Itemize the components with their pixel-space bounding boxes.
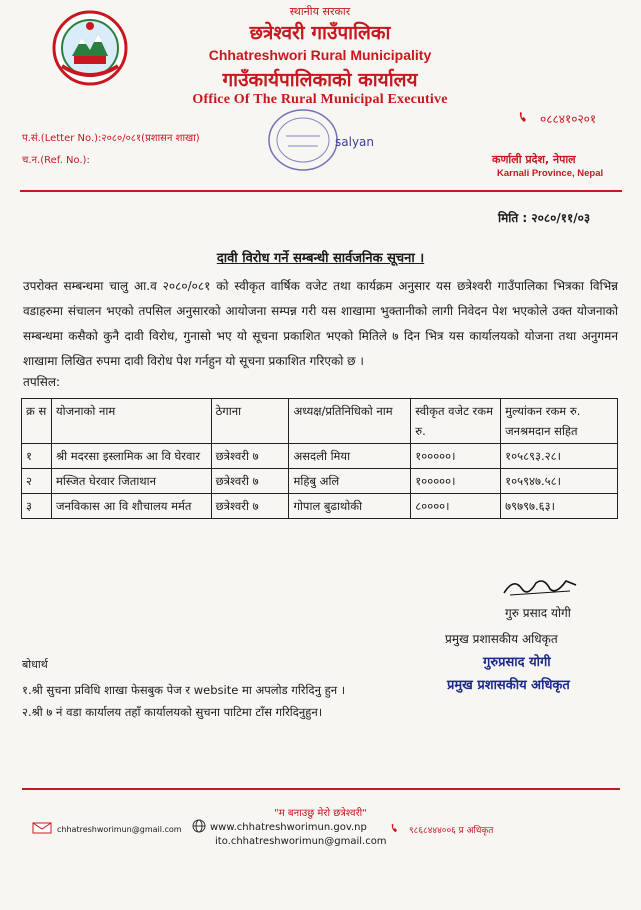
notice-date: मिति : २०८०/११/०३	[498, 211, 591, 225]
header-phone	[518, 110, 596, 127]
footer-website-text: www.chhatreshworimun.gov.np	[210, 822, 367, 833]
table-cell: ७९७९७.६३।	[501, 494, 618, 519]
municipality-name-nepali: छत्रेश्वरी गाउँपालिका	[249, 22, 391, 44]
table-row	[22, 494, 618, 519]
column-header: ठेगाना	[211, 399, 289, 444]
column-header: मुल्यांकन रकम रु. जनश्रमदान सहित	[501, 399, 618, 444]
table-cell: ३	[22, 494, 52, 519]
table-cell: छत्रेश्वरी ७	[211, 494, 289, 519]
footer-email-secondary: ito.chhatreshworimun@gmail.com	[215, 836, 387, 847]
table-cell: श्री मदरसा इस्लामिक आ वि घेरवार	[51, 444, 211, 469]
phone-icon	[390, 822, 404, 837]
signer-title: प्रमुख प्रशासकीय अधिकृत	[445, 632, 558, 646]
table-cell: छत्रेश्वरी ७	[211, 469, 289, 494]
office-name-english: Office Of The Rural Municipal Executive	[192, 92, 448, 107]
column-header: योजनाको नाम	[51, 399, 211, 444]
table-cell: १	[22, 444, 52, 469]
footer-email	[32, 822, 182, 836]
cc-note-1: १.श्री सुचना प्रविधि शाखा फेसबुक पेज र website मा अपलोड गरिदिनु हुन ।	[22, 683, 346, 697]
header-divider	[20, 190, 622, 192]
table-cell: मस्जित घेरवार जिताथान	[51, 469, 211, 494]
local-government-label: स्थानीय सरकार	[289, 5, 351, 18]
table-cell: महिबु अलि	[289, 469, 411, 494]
footer-slogan: "म बनाउछु मेरो छत्रेश्वरी"	[274, 808, 367, 819]
projects-table	[21, 398, 618, 519]
details-label: तपसिल:	[23, 375, 61, 389]
table-header-row	[22, 399, 618, 444]
column-header: स्वीकृत वजेट रकम रु.	[411, 399, 501, 444]
signature-stamp-name: गुरुप्रसाद योगी	[483, 655, 551, 670]
gmail-icon	[32, 822, 52, 836]
globe-icon	[192, 819, 206, 836]
table-cell: जनविकास आ वि शौचालय मर्मत	[51, 494, 211, 519]
table-cell: १०५९४७.५८।	[501, 469, 618, 494]
table-cell: ८००००।	[411, 494, 501, 519]
table-row	[22, 469, 618, 494]
reference-number: च.न.(Ref. No.):	[22, 155, 90, 166]
table-cell: १०००००।	[411, 469, 501, 494]
cc-note-2: २.श्री ७ नं वडा कार्यालय तहाँ कार्यालयको सुचना पाटिमा टाँस गरिदिनुहुन।	[22, 705, 323, 719]
footer-website	[192, 819, 367, 836]
table-cell: २	[22, 469, 52, 494]
province-nepali: कर्णाली प्रदेश, नेपाल	[492, 153, 576, 166]
letter-number: प.सं.(Letter No.):२०८०/०८१(प्रशासन शाखा)	[22, 133, 200, 144]
notice-subject: दावी विरोध गर्ने सम्बन्धी सार्वजनिक सूचना ।	[216, 251, 425, 266]
stamp-location-text: salyan	[335, 135, 374, 149]
column-header: अध्यक्ष/प्रतिनिधिको नाम	[289, 399, 411, 444]
table-cell: छत्रेश्वरी ७	[211, 444, 289, 469]
nepal-emblem-logo	[50, 8, 130, 88]
table-cell: असदली मिया	[289, 444, 411, 469]
signature-stamp-title: प्रमुख प्रशासकीय अधिकृत	[447, 678, 570, 693]
for-information-label: बोधार्थ	[22, 658, 48, 671]
footer-divider	[22, 788, 620, 790]
signer-name: गुरु प्रसाद योगी	[505, 606, 571, 620]
phone-icon	[518, 110, 534, 127]
footer-phone-text: ९८६८४४४००६ प्र अधिकृत	[409, 826, 494, 836]
province-english: Karnali Province, Nepal	[497, 168, 604, 179]
handwritten-signature	[500, 575, 580, 599]
table-cell: १०००००।	[411, 444, 501, 469]
header-phone-number: ०८८४१०२०१	[540, 112, 597, 126]
table-cell: गोपाल बुढाथोकी	[289, 494, 411, 519]
municipality-name-english: Chhatreshwori Rural Municipality	[208, 47, 432, 63]
table-cell: १०५८९३.२८।	[501, 444, 618, 469]
office-name-nepali: गाउँकार्यपालिकाको कार्यालय	[222, 69, 418, 91]
table-row	[22, 444, 618, 469]
footer-email-text: chhatreshwori​mun@gmail.com	[57, 824, 182, 834]
column-header: क्र स	[22, 399, 52, 444]
footer-phone	[390, 822, 493, 837]
notice-body: उपरोक्त सम्बन्धमा चालु आ.व २०८०/०८१ को स्वीकृत वार्षिक वजेट तथा कार्यक्रम अनुसार यस छत्रेश्वरी गाउँपालिका भित्रका विभिन्न वडाहरुमा संचालन भएको तपसिल अनुसारको आयोजना सम्पन्न गरी यस शाखामा भुक्तानीको लागी निवेदन पेश भएकोले उक्त योजनाको सम्बन्धमा कसैको कुनै दावी विरोध, गुनासो भए यो सूचना प्रकाशित भएको मितिले ७ दिन भित्र यस कार्यालयको योजना तथा अनुगमन शाखामा लिखित रुपमा दावी विरोध पेश गर्नहुन यो सूचना प्रकाशित गरिएको छ ।	[23, 279, 618, 368]
